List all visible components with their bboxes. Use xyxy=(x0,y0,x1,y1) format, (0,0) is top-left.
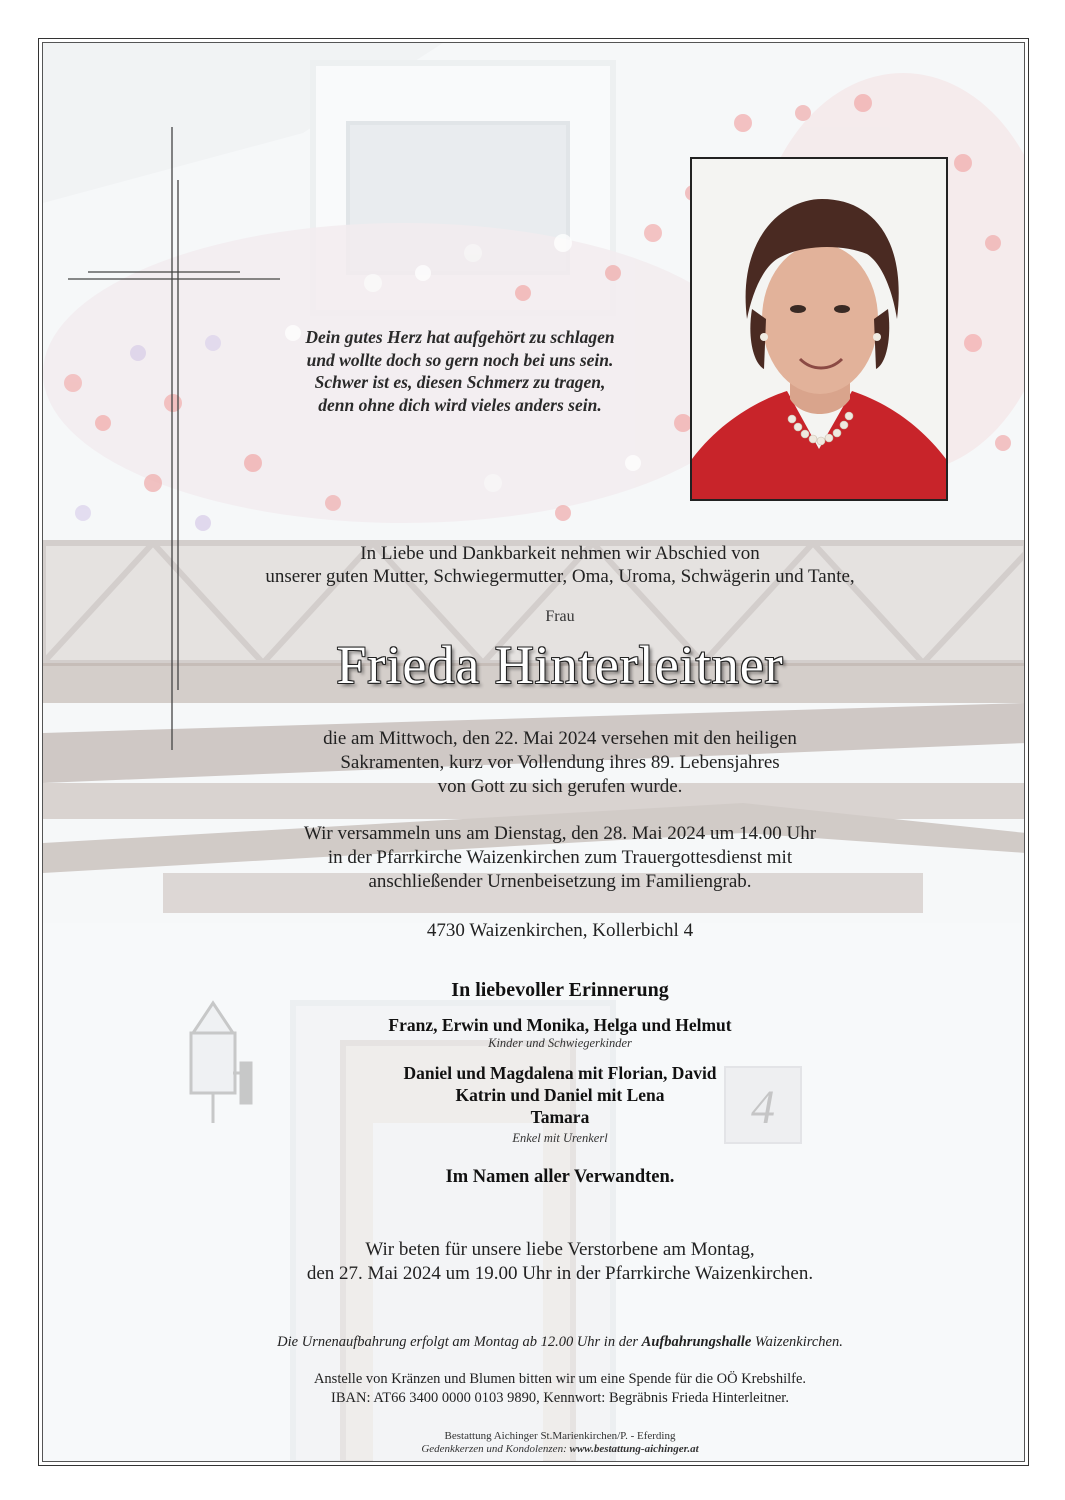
website-link[interactable]: www.bestattung-aichinger.at xyxy=(569,1443,699,1455)
deceased-name: Frieda Hinterleitner xyxy=(336,635,784,695)
prayer-text xyxy=(150,1238,970,1286)
relatives-line: Im Namen aller Verwandten. xyxy=(445,1167,675,1187)
condolence-label: Gedenkkerzen und Kondolenzen: xyxy=(421,1443,570,1455)
intro-text xyxy=(150,542,970,588)
poem-line: und wollte doch so gern noch bei uns sein. xyxy=(306,349,614,370)
family-group-children xyxy=(150,1014,970,1036)
gathering-line: Wir versammeln uns am Dienstag, den 28. Mai 2024 um 14.00 Uhr xyxy=(303,823,817,844)
urn-text-end: Waizenkirchen. xyxy=(751,1334,843,1350)
urn-viewing-text xyxy=(150,1334,970,1351)
family-line: Tamara xyxy=(530,1107,590,1127)
intro-line: In Liebe und Dankbarkeit nehmen wir Abschied von xyxy=(360,543,760,564)
urn-hall: Aufbahrungshalle xyxy=(641,1334,752,1350)
donation-line: Anstelle von Kränzen und Blumen bitten wir um eine Spende für die OÖ Krebshilfe. xyxy=(313,1371,807,1387)
donation-line: IBAN: AT66 3400 0000 0103 9890, Kennwort: Begräbnis Frieda Hinterleitner. xyxy=(331,1390,789,1406)
poem-line: Schwer ist es, diesen Schmerz zu tragen, xyxy=(314,372,606,392)
death-line: die am Mittwoch, den 22. Mai 2024 versehen mit den heiligen xyxy=(323,728,797,749)
poem xyxy=(200,326,720,416)
family-group-grandchildren xyxy=(150,1062,970,1128)
poem-line: Dein gutes Herz hat aufgehört zu schlagen xyxy=(305,327,615,347)
funeral-home: Bestattung Aichinger St.Marienkirchen/P. - Eferding xyxy=(444,1430,676,1442)
salutation: Frau xyxy=(545,608,575,625)
prayer-line: den 27. Mai 2024 um 19.00 Uhr in der Pfarrkirche Waizenkirchen. xyxy=(306,1263,814,1284)
prayer-line: Wir beten für unsere liebe Verstorbene am Montag, xyxy=(365,1239,755,1260)
death-text xyxy=(150,727,970,799)
family-note: Kinder und Schwiegerkinder xyxy=(488,1036,632,1050)
death-line: Sakramenten, kurz vor Vollendung ihres 89. Lebensjahres xyxy=(340,752,780,773)
family-line: Katrin und Daniel mit Lena xyxy=(455,1085,665,1105)
intro-line: unserer guten Mutter, Schwiegermutter, Oma, Uroma, Schwägerin und Tante, xyxy=(265,566,855,587)
portrait-photo xyxy=(690,157,948,501)
urn-text: Die Urnenaufbahrung erfolgt am Montag ab 12.00 Uhr in der xyxy=(277,1334,642,1350)
death-line: von Gott zu sich gerufen wurde. xyxy=(437,776,683,797)
family-line: Franz, Erwin und Monika, Helga und Helmut xyxy=(388,1015,732,1035)
gathering-line: in der Pfarrkirche Waizenkirchen zum Trauergottesdienst mit xyxy=(327,847,793,868)
memory-title: In liebevoller Erinnerung xyxy=(451,979,669,1001)
address: 4730 Waizenkirchen, Kollerbichl 4 xyxy=(426,920,694,941)
gathering-line: anschließender Urnenbeisetzung im Familiengrab. xyxy=(368,871,752,892)
condolence-line xyxy=(150,1443,970,1456)
poem-line: denn ohne dich wird vieles anders sein. xyxy=(318,394,602,415)
family-note: Enkel mit Urenkerl xyxy=(512,1131,608,1145)
donation-text xyxy=(150,1370,970,1408)
family-line: Daniel und Magdalena mit Florian, David xyxy=(403,1063,717,1083)
gathering-text xyxy=(150,822,970,894)
footer xyxy=(150,1430,970,1456)
house-number: 4 xyxy=(751,1081,775,1134)
